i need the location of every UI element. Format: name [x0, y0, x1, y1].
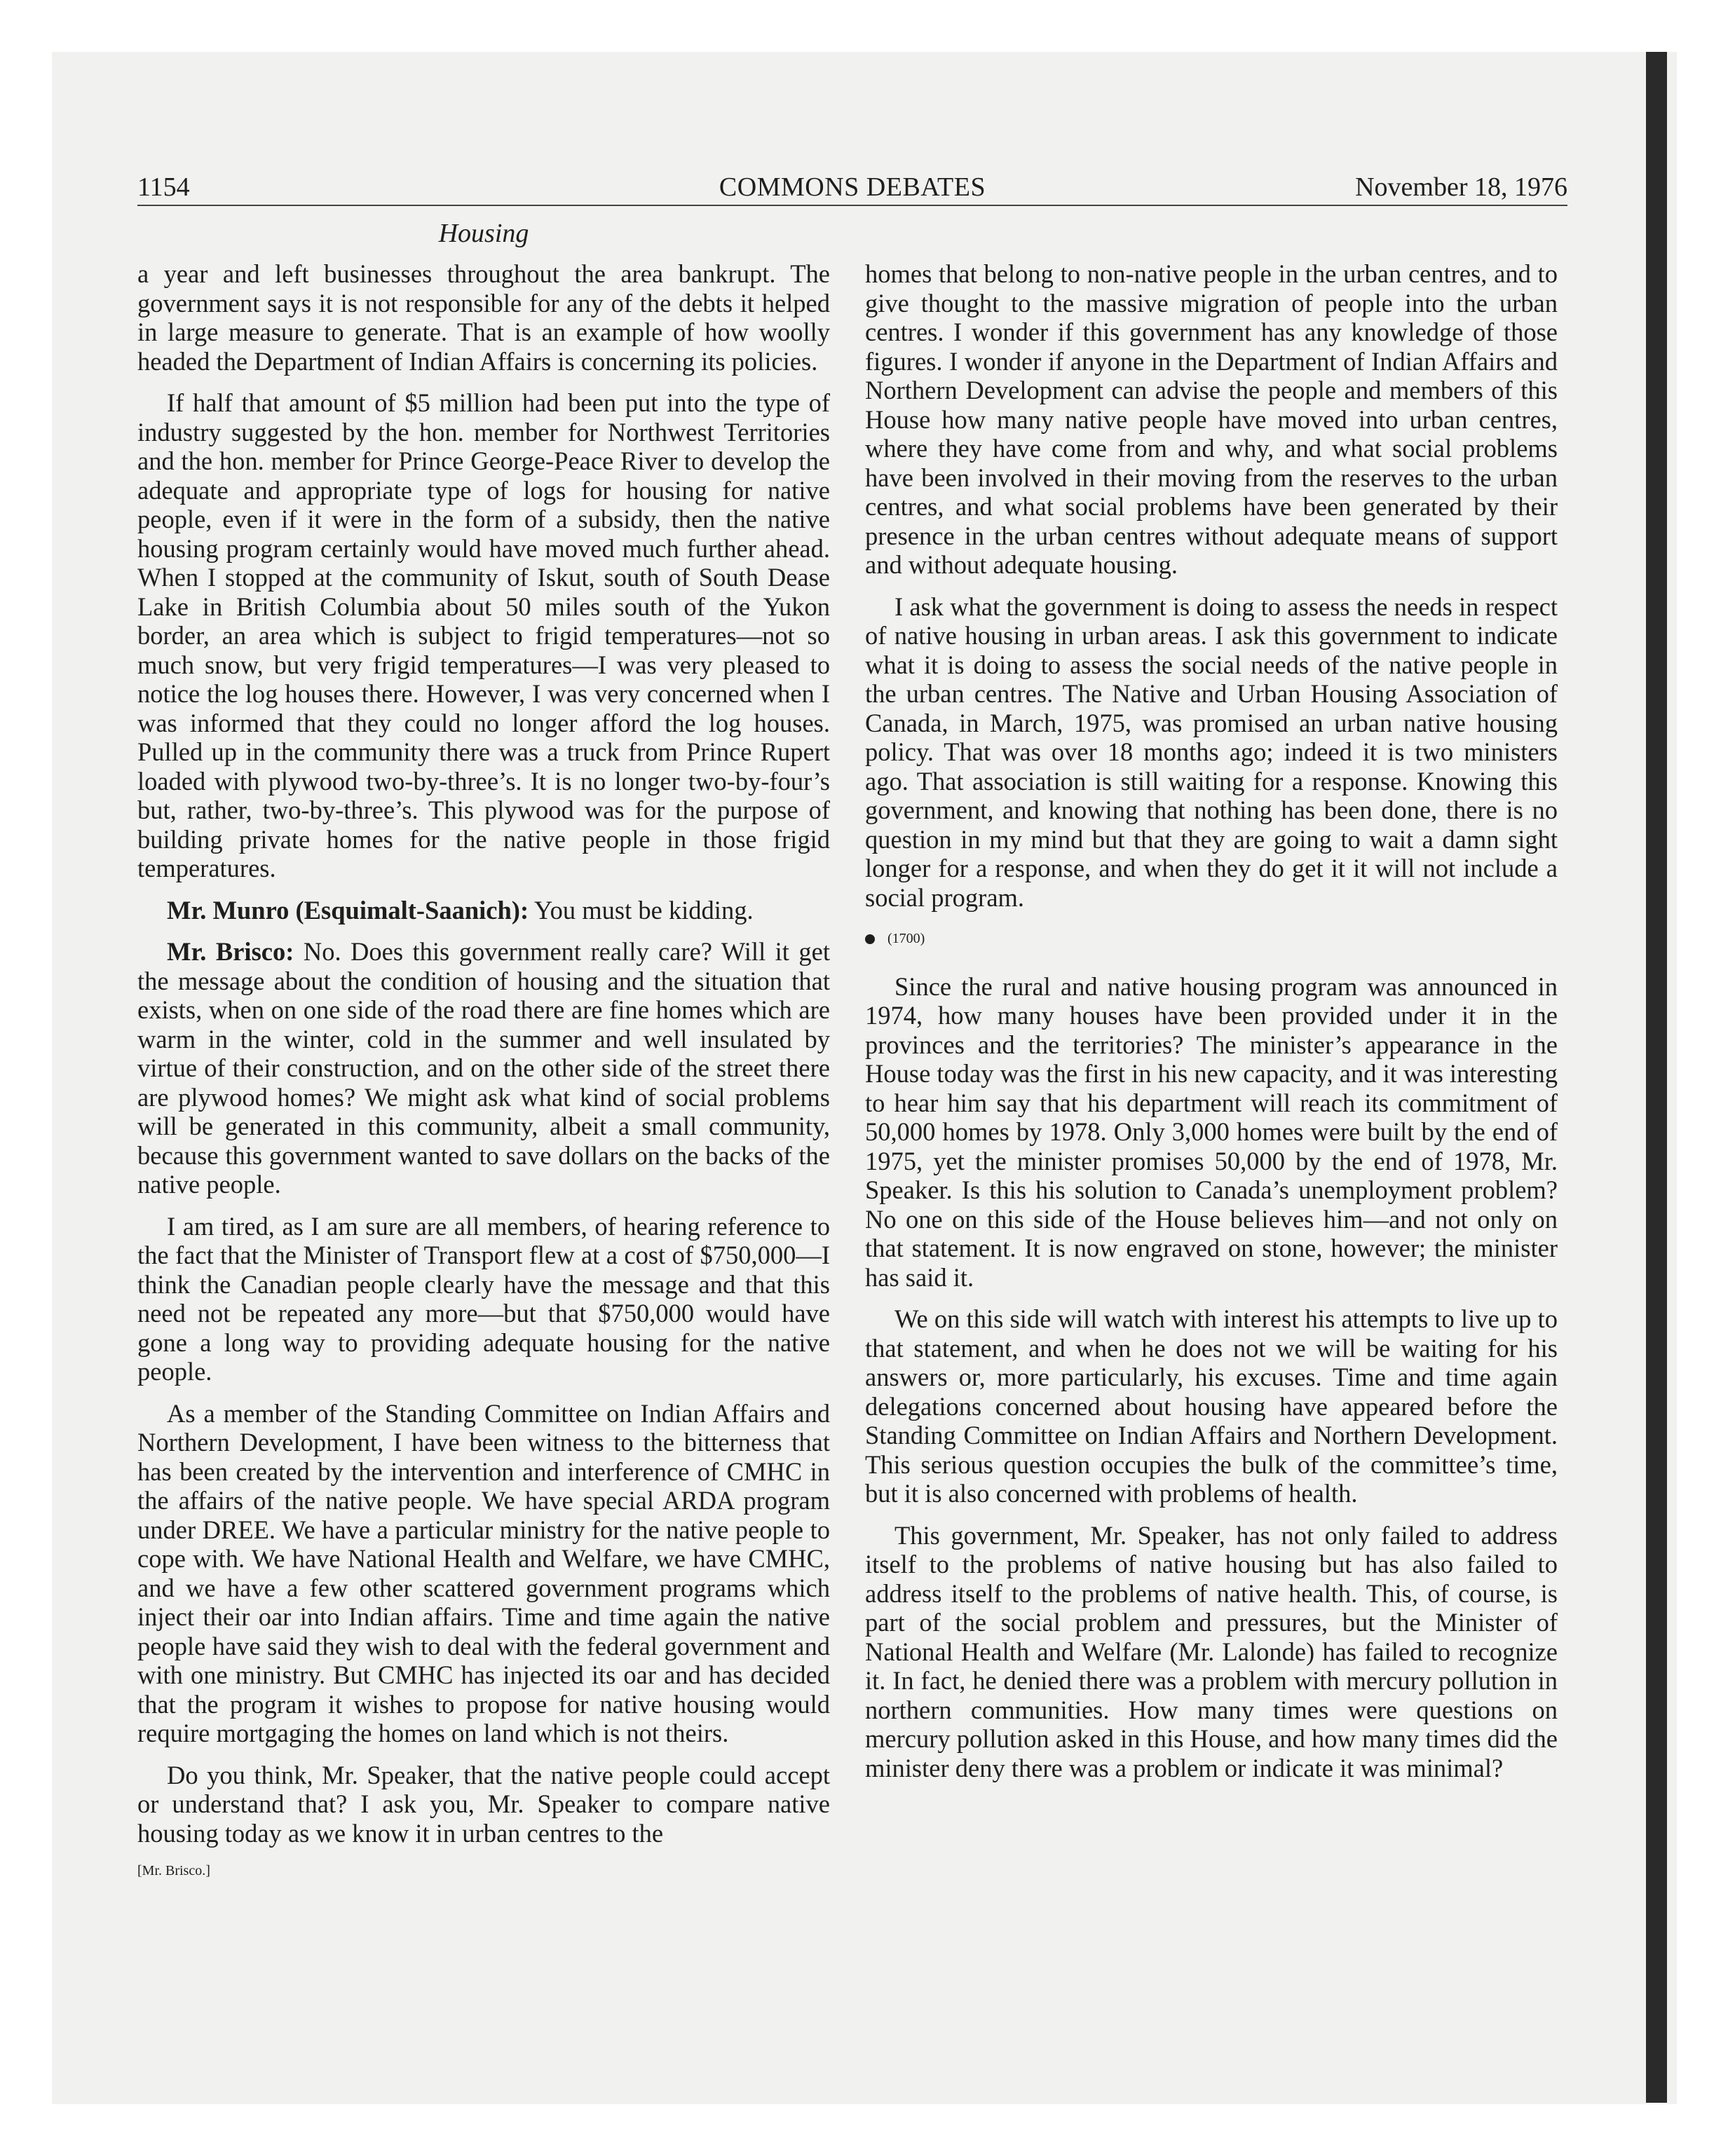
time-marker-label: (1700): [887, 931, 925, 946]
paragraph: I ask what the government is doing to assess the needs in respect of native housing in urban areas. I ask this government to indicate what it is doing to assess the social needs of the native people in the urban centres. The Native and Urban Housing Association of Canada, in March, 1975, was promised an urban native housing policy. That was over 18 months ago; indeed it is two ministers ago. That association is still waiting for a response. Knowing this government, and knowing that nothing has been done, there is no question in my mind but that they are going to wait a damn sight longer for a response, and when they do get it it will not include a social program.: [865, 592, 1558, 912]
speech-text: You must be kidding.: [529, 895, 754, 925]
paragraph: This government, Mr. Speaker, has not only failed to address itself to the problems of native housing but has also failed to address itself to the problems of native health. This, of course, is part of the social problem and pressures, but the Minister of National Health and Welfare (Mr. Lalonde) has failed to recognize it. In fact, he denied there was a problem with mercury pollution in northern communities. How many times were questions on mercury pollution asked in this House, and how many times did the minister deny there was a problem or indicate it was minimal?: [865, 1520, 1558, 1782]
speaker-name: Mr. Munro (Esquimalt-Saanich):: [167, 895, 529, 925]
header-rule: [137, 205, 1567, 206]
left-column: [137, 259, 830, 1881]
paragraph: I am tired, as I am sure are all members, of hearing reference to the fact that the Minister of Transport flew at a cost of $750,000—I think the Canadian people clearly have the message and that this need not be repeated any more—but that $750,000 would have gone a long way to providing adequate housing for the native people.: [137, 1211, 830, 1386]
time-marker: [865, 925, 1558, 954]
publication-date: November 18, 1976: [1355, 172, 1567, 202]
speaker-name: Mr. Brisco:: [167, 937, 294, 966]
paragraph: a year and left businesses throughout the area bankrupt. The government says it is not responsible for any of the debts it helped in large measure to generate. That is an example of how woolly headed the Department of Indian Affairs is concerning its policies.: [137, 259, 830, 376]
speech-paragraph: [137, 896, 830, 925]
paragraph: If half that amount of $5 million had been put into the type of industry suggested by the hon. member for Northwest Territories and the hon. member for Prince George-Peace River to develop the adequate and appropriate type of logs for housing for native people, even if it were in the form of a subsidy, then the native housing program certainly would have moved much further ahead. When I stopped at the community of Iskut, south of South Dease Lake in British Columbia about 50 miles south of the Yukon border, an area which is subject to frigid temperatures—not so much snow, but very frigid temperatures—I was very pleased to notice the log houses there. However, I was very concerned when I was informed that they could no longer afford the log houses. Pulled up in the community there was a truck from Prince Rupert loaded with plywood two-by-three’s. It is no longer two-by-four’s but, rather, two-by-three’s. This plywood was for the purpose of building private homes for the native people in those frigid temperatures.: [137, 388, 830, 882]
speech-text: No. Does this government really care? Will it get the message about the condition of housing and the situation that exists, when on one side of the road there are fine homes which are warm in the winter, cold in the summer and well insulated by virtue of their construction, and on the other side of the street there are plywood homes? We might ask what kind of social problems will be generated in this community, albeit a small community, because this government wanted to save dollars on the backs of the native people.: [137, 937, 831, 1199]
paragraph: Do you think, Mr. Speaker, that the native people could accept or understand that? I ask you, Mr. Speaker to compare native housing today as we know it in urban centres to the: [137, 1760, 830, 1848]
paragraph: We on this side will watch with interest his attempts to live up to that statement, and when he does not we will be waiting for his answers or, more particularly, his excuses. Time and time again delegations concerned about housing have appeared before the Standing Committee on Indian Affairs and Northern Development. This serious question occupies the bulk of the committee’s time, but it is also concerned with problems of health.: [865, 1304, 1558, 1508]
paragraph: As a member of the Standing Committee on Indian Affairs and Northern Development, I have been witness to the bitterness that has been created by the intervention and interference of CMHC in the affairs of the native people. We have special ARDA program under DREE. We have a particular ministry for the native people to cope with. We have National Health and Welfare, we have CMHC, and we have a few other scattered government programs which inject their oar into Indian affairs. Time and time again the native people have said they wish to deal with the federal government and with one ministry. But CMHC has injected its oar and has decided that the program it wishes to propose for native housing would require mortgaging the homes on land which is not theirs.: [137, 1398, 830, 1747]
binding-edge: [1646, 52, 1667, 2103]
right-column: [865, 259, 1558, 1795]
speech-paragraph: [137, 937, 830, 1199]
paragraph: homes that belong to non-native people in the urban centres, and to give thought to the massive migration of people into the urban centres. I wonder if this government has any knowledge of those figures. I wonder if anyone in the Department of Indian Affairs and Northern Development can advise the people and members of this House how many native people have moved into urban centres, where they have come from and why, and what social problems have been involved in their moving from the reserves to the urban centres, and what social problems have been generated by their presence in the urban centres without adequate means of support and without adequate housing.: [865, 259, 1558, 579]
subject-heading: Housing: [438, 219, 529, 248]
paragraph: Since the rural and native housing program was announced in 1974, how many houses have been provided under it in the provinces and the territories? The minister’s appearance in the House today was the first in his new capacity, and it was interesting to hear him say that his department will reach its commitment of 50,000 homes by 1978. Only 3,000 homes were built by the end of 1975, yet the minister promises 50,000 by the end of 1978, Mr. Speaker. Is this his solution to Canada’s unemployment problem? No one on this side of the House believes him—and not only on that statement. It is now engraved on stone, however; the minister has said it.: [865, 971, 1558, 1292]
publication-title: COMMONS DEBATES: [719, 172, 986, 202]
page-header: [137, 171, 1567, 203]
bullet-icon: [865, 934, 875, 944]
speaker-attribution: [Mr. Brisco.]: [137, 1863, 210, 1878]
page-number: 1154: [137, 172, 190, 202]
